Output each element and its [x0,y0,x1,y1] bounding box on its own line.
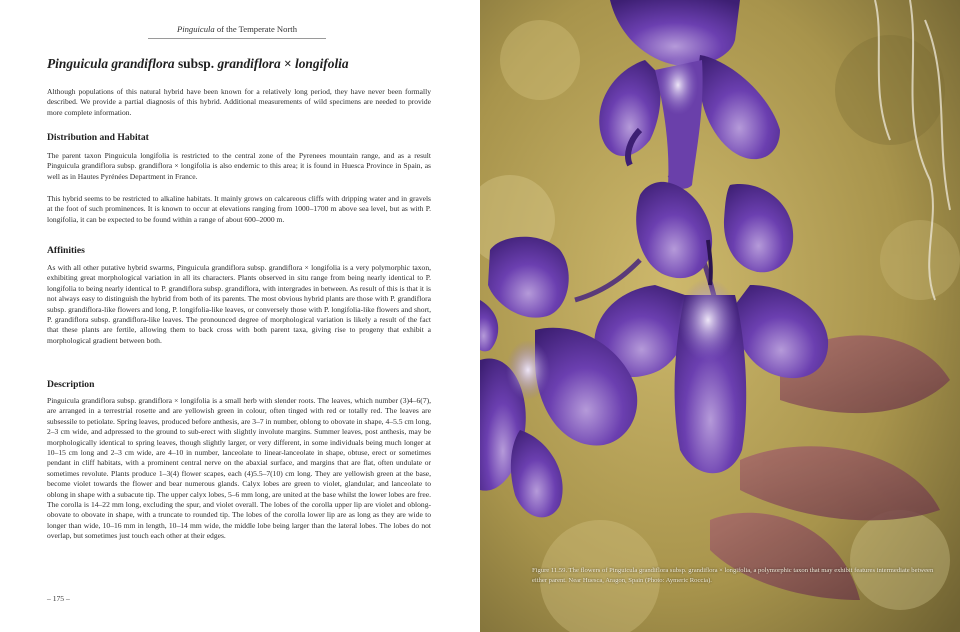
heading-description: Description [47,379,95,390]
running-head-genus: Pinguicula [176,24,215,34]
flower-photo [480,0,960,632]
running-head [148,24,326,34]
heading-affinities: Affinities [47,245,85,256]
page-title [47,56,447,72]
figure-caption: Figure 11.59. The flowers of Pinguicula grandiflora subsp. grandiflora × longifolia, a polymorphic taxon that may exhibit features intermediate between either parent. Near Huesca, Aragon, Spain (Photo: Aymeric Roccia). [532,567,934,584]
heading-distribution: Distribution and Habitat [47,132,149,143]
page-number: – 175 – [47,594,70,603]
title-part: subsp. [174,56,218,71]
running-head-rest: of the Temperate North [214,24,297,34]
title-part: longifolia [295,56,349,71]
affinities-paragraph: As with all other putative hybrid swarms, Pinguicula grandiflora subsp. grandiflora × longifolia is a very polymorphic taxon, exhibiting great morphological variation in all its characters. Plants observed in situ range from being nearly identical to P. longifolia to being nearly identical to P. grandiflora subsp. grandiflora, with intergrades in between. As result of this is that it is not always easy to distinguish the hybrid from both of its parents. The most obvious hybrid plants are those with P. grandiflora subsp. grandiflora-like flowers and long, P. longifolia-like leaves, or conversely those with P. longifolia-like flowers and short, P. grandiflora subsp. grandiflora-like leaves. The pronounced degree of morphological variation is likely a result of the fact that these plants are fertile, allowing them to back cross with both parent taxa, giving rise to progeny that exhibit a morphological gradient between both. [47,263,431,345]
distribution-paragraph-2: This hybrid seems to be restricted to alkaline habitats. It mainly grows on calcareous cliffs with dripping water and in gravels at the foot of such prominences. It is known to occur at elevations ranging from 1000–1700 m above sea level, but as with P. longifolia, it can be expected to be found within a range of about 600–2000 m. [47,194,431,224]
intro-paragraph: Although populations of this natural hybrid have been known for a relatively long period, they have never been formally described. We provide a partial diagnosis of this hybrid. Additional measurements of wild specimens are needed to provide more complete information. [47,87,431,117]
title-part: × [280,56,296,71]
title-part: Pinguicula grandiflora [47,56,175,71]
distribution-paragraph-1: The parent taxon Pinguicula longifolia is restricted to the central zone of the Pyrenees mountain range, and as a result Pinguicula grandiflora subsp. grandiflora × longifolia is also endemic to this area; it is found in Huesca Province in Spain, as well as in Hautes Pyrénées Department in France. [47,151,431,181]
header-rule [148,38,326,39]
right-page-photo [480,0,960,632]
description-paragraph: Pinguicula grandiflora subsp. grandiflora × longifolia is a small herb with slender roots. The leaves, which number (3)4–6(7), are arranged in a terrestrial rosette and are yellowish green in colour, often tinged with red or totally red. The leaves are subsessile to petiolate. Spring leaves, produced before anthesis, are 3–7 in number, oblong to obovate in shape, 4–5.5 cm long, 2–3 cm wide, and adpressed to the ground to sub-erect with slightly involute margins. Summer leaves, post anthesis, may be morphologically identical to spring leaves, though slightly larger, or very different, in some individuals being much longer at 10–15 cm long and 2–3 cm wide, are 4–10 in number, lanceolate to linear-lanceolate in shape, obtuse, erect or sometimes pendant in cliff habitats, with a prominent central nerve on the abaxial surface, and margins that are flat, often undulate or sometimes revolute. Plants produce 1–3(4) flower scapes, each (4)5.5–7(10) cm long. They are yellowish green at the base, become violet towards the flower and bear numerous glands. Calyx lobes are green to violet, glandular, and lanceolate to oblong in shape with a subacute tip. The upper calyx lobes, 5–6 mm long, are united at the base whilst the lower lobes are free. The corolla is 14–22 mm long, excluding the spur, and violet overall. The lobes of the corolla upper lip are violet and oblong-obovate to obovate in shape, with a truncate to rounded tip. The lobes of the corolla lower lip are as long as they are wide to longer than wide, 10–16 mm in length, 10–14 mm wide, the middle lobe being larger than the lateral lobes. The lobes do not overlap, but sometimes just touch each other at their edges. [47,396,431,541]
title-part: grandiflora [217,56,281,71]
